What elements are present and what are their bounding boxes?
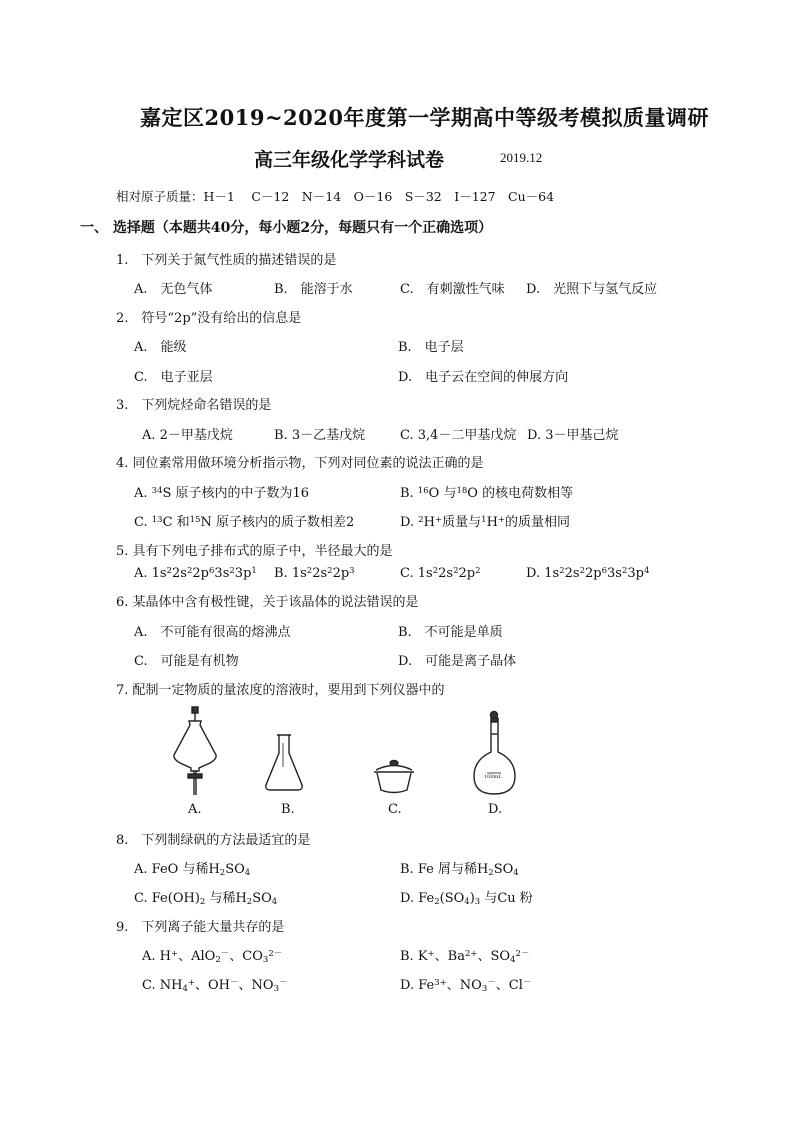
q5-option-d: D. $1s^22s^22p^63s^23p^4$	[526, 566, 650, 581]
question-2-stem: 2. 符号“2p”没有给出的信息是	[116, 311, 302, 326]
q7-label-b: B.	[281, 802, 295, 817]
q9-option-a: A. H+、AlO$_2$－、$CO_3^{2-}$	[142, 949, 283, 965]
volumetric-flask-icon	[470, 710, 520, 796]
q9-option-c: C. $NH_4^+$、OH－、$NO_3^-$	[142, 978, 288, 994]
q1-option-d: D. 光照下与氢气反应	[526, 282, 658, 297]
separatory-funnel-icon	[170, 705, 220, 797]
q3-option-c: C. 3,4－二甲基戊烷	[400, 428, 517, 443]
q5-option-b: B. $1s^22s^22p^3$	[274, 566, 355, 581]
q9-option-d: D. $Fe^{3+}$、$NO_3^-$、Cl－	[400, 978, 532, 994]
q1-option-b: B. 能溶于水	[274, 282, 353, 297]
question-1-stem: 1. 下列关于氮气性质的描述错误的是	[116, 253, 337, 268]
q8-option-b: B. Fe 屑与稀$H_2SO_4$	[400, 862, 519, 878]
question-7-stem: 7. 配制一定物质的量浓度的溶液时，要用到下列仪器中的	[116, 683, 445, 698]
q7-label-d: D.	[488, 802, 503, 817]
q5-option-a: A. $1s^22s^22p^63s^23p^1$	[134, 566, 257, 581]
q4-option-b: B. $^{16}$O 与$^{18}$O 的核电荷数相等	[400, 486, 574, 501]
q2-option-b: B. 电子层	[398, 340, 464, 355]
exam-date: 2019.12	[500, 150, 543, 165]
q2-option-d: D. 电子云在空间的伸展方向	[398, 370, 569, 385]
q7-label-a: A.	[188, 802, 202, 817]
atomic-masses: 相对原子质量：H－1 C－12 N－14 O－16 S－32 I－127 Cu－64	[116, 189, 555, 204]
question-9-stem: 9. 下列离子能大量共存的是	[116, 920, 285, 935]
q8-option-c: C. $Fe(OH)_2$ 与稀$H_2SO_4$	[134, 891, 278, 907]
q3-option-b: B. 3－乙基戊烷	[274, 428, 366, 443]
q8-option-d: D. $Fe_2(SO_4)_3$ 与Cu 粉	[400, 891, 533, 907]
q1-option-c: C. 有刺激性气味	[400, 282, 505, 297]
q4-option-c: C. $^{13}$C 和$^{15}$N 原子核内的质子数相差2	[134, 515, 355, 530]
section-heading: 一、 选择题（本题共40分，每小题2分，每题只有一个正确选项）	[80, 220, 493, 236]
question-5-stem: 5. 具有下列电子排布式的原子中，半径最大的是	[116, 544, 393, 559]
q8-option-a: A. FeO 与稀$H_2SO_4$	[134, 862, 251, 878]
question-6-stem: 6. 某晶体中含有极性键，关于该晶体的说法错误的是	[116, 595, 419, 610]
q5-option-c: C. $1s^22s^22p^2$	[400, 566, 481, 581]
erlenmeyer-flask-icon	[263, 733, 305, 793]
q7-label-c: C.	[388, 802, 402, 817]
q6-option-c: C. 可能是有机物	[134, 654, 239, 669]
q2-option-c: C. 电子亚层	[134, 370, 213, 385]
q2-option-a: A. 能级	[134, 340, 187, 355]
q6-option-a: A. 不可能有很高的熔沸点	[134, 625, 291, 640]
exam-subtitle: 高三年级化学学科试卷	[254, 149, 445, 171]
q9-option-b: B. K+、$Ba^{2+}$、$SO_4^{2-}$	[400, 949, 530, 965]
exam-title: 嘉定区2019~2020年度第一学期高中等级考模拟质量调研	[140, 105, 709, 130]
q6-option-b: B. 不可能是单质	[398, 625, 503, 640]
q4-option-a: A. $^{34}$S 原子核内的中子数为16	[134, 486, 310, 501]
flask-volume-mark: 100mL	[484, 774, 502, 780]
q1-option-a: A. 无色气体	[134, 282, 213, 297]
q6-option-d: D. 可能是离子晶体	[398, 654, 517, 669]
q4-option-d: D. $^2$H+质量与$^1$H+的质量相同	[400, 515, 571, 530]
question-4-stem: 4. 同位素常用做环境分析指示物，下列对同位素的说法正确的是	[116, 456, 484, 471]
crucible-icon	[370, 758, 418, 796]
question-3-stem: 3. 下列烷烃命名错误的是	[116, 398, 272, 413]
q3-option-a: A. 2－甲基戊烷	[142, 428, 233, 443]
q3-option-d: D. 3－甲基己烷	[527, 428, 619, 443]
question-8-stem: 8. 下列制绿矾的方法最适宜的是	[116, 833, 311, 848]
